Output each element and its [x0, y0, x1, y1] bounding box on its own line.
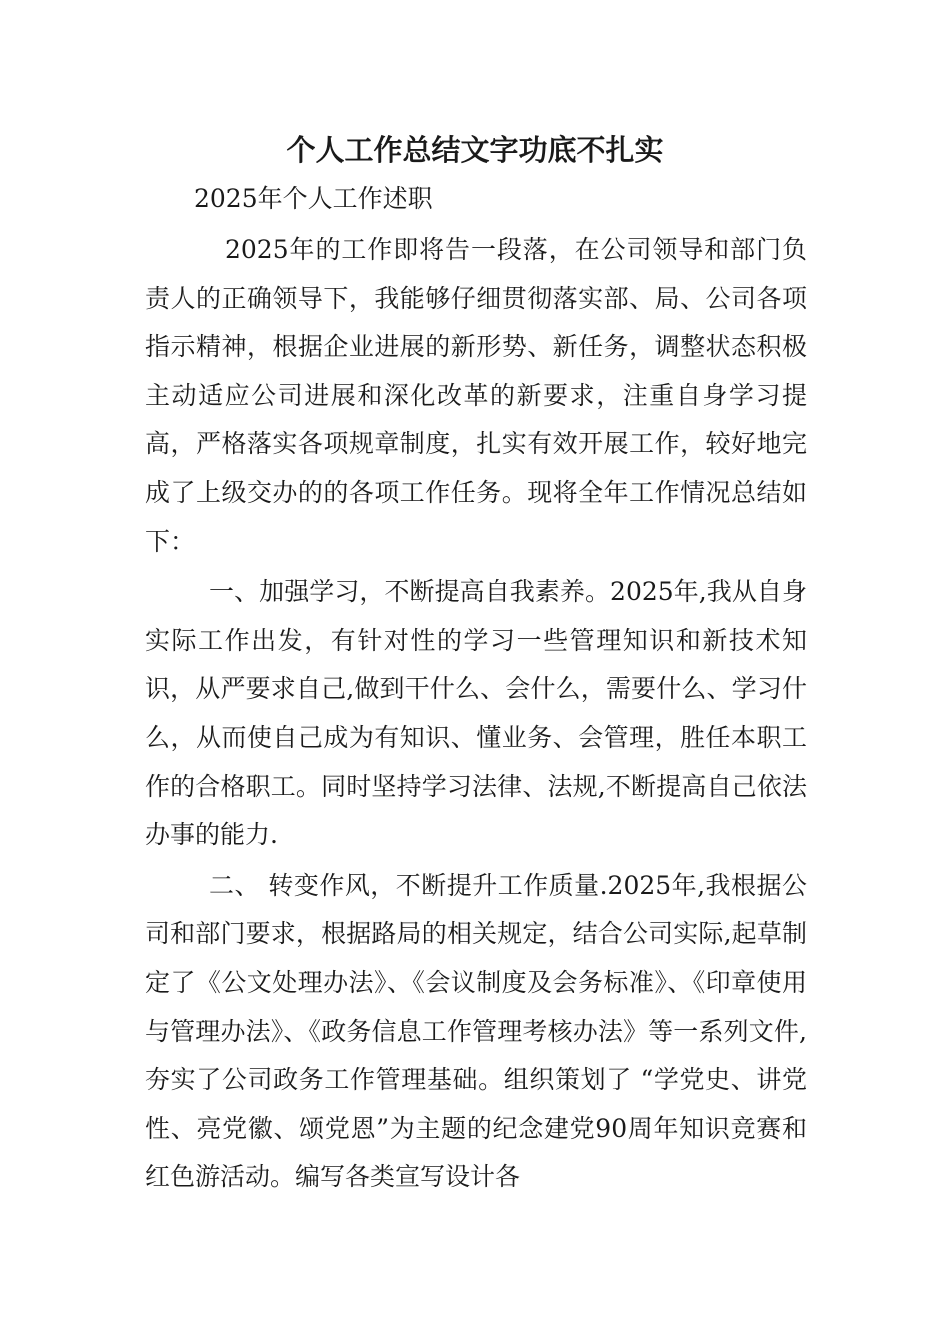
paragraph-intro: 2025年的工作即将告一段落，在公司领导和部门负责人的正确领导下，我能够仔细贯彻落实部、局、公司各项指示精神，根据企业进展的新形势、新任务，调整状态积极主动适应公司进展和深化改革的新要求，注重自身学习提高，严格落实各项规章制度，扎实有效开展工作，较好地完成了上级交办的的各项工作任务。现将全年工作情况总结如下：: [145, 235, 807, 556]
document-title: 个人工作总结文字功底不扎实: [286, 133, 664, 167]
paragraph-section-one: 一、加强学习，不断提高自我素养。2025年,我从自身实际工作出发，有针对性的学习一些管理知识和新技术知识，从严要求自己,做到干什么、会什么，需要什么、学习什么，从而使自己成为有知识、懂业务、会管理，胜任本职工作的合格职工。同时坚持学习法律、法规,不断提高自己依法办事的能力.: [145, 577, 807, 850]
document-body: [145, 226, 807, 1204]
paragraph-section-two: 二、 转变作风，不断提升工作质量.2025年,我根据公司和部门要求，根据路局的相关规定，结合公司实际,起草制定了《公文处理办法》、《会议制度及会务标准》、《印章使用与管理办法》、《政务信息工作管理考核办法》等一系列文件,夯实了公司政务工作管理基础。组织策划了 “学党史、讲党性、亮党徽、颂党恩”为主题的纪念建党90周年知识竞赛和红色游活动。编写各类宣写设计各: [145, 870, 807, 1192]
document-subtitle: 2025年个人工作述职: [194, 184, 433, 213]
